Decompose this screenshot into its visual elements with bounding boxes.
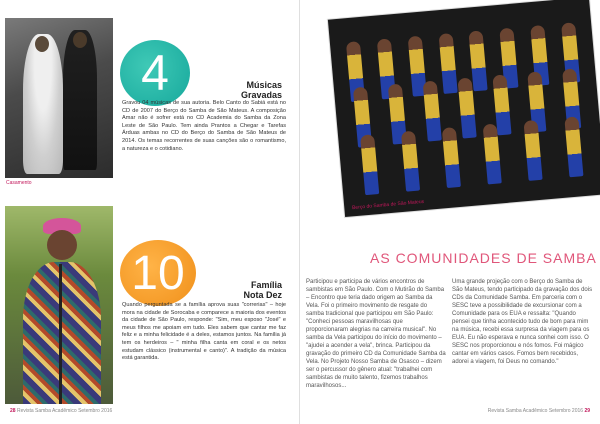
right-page	[300, 0, 600, 424]
singer-head	[47, 230, 77, 260]
article-column-1: Participou e participa de vários encontros de sambistas em São Paulo. Com o Mutirão do Samba – Encontro que teria dado origem ao Samba da Vela. Foi o primeiro movimento de resgate do samba tradicional que participou em São Paulo: "Conheci pessoas maravilhosas que proporcionaram alegrias na carreira musical". No samba da Vela participou do início do movimento – "ajudei a acender a vela", brinca. Participou da gravação do primeiro CD da Comunidade Samba da Vela. No Projeto Nosso Samba de Osasco – dizem ser o percussor do gênero atual: "trabalhei com sambistas de muito talento, fizemos trabalhos maravilhosos...	[306, 279, 446, 389]
heading-line-2: Gravadas	[240, 90, 282, 100]
bride-figure	[23, 34, 63, 174]
singer-dress	[23, 262, 101, 404]
article-column-2: Uma grande projeção com o Berço do Samba de São Mateus, tendo participado da gravação dos dois CDs da Comunidade Samba. Em parceria com o SESC teve a possibilidade de excursionar com a Comunidade para os EUA e ressalta: "Quando pensei que tinha acontecido tudo de bom para mim na música, recebi essa surpresa da viagem para os EUA. Eu não esperava e nunca sonhei com isso. O SESC nos proporcionou e nós fomos. Foi mágico cantar em vários casos. Fomos bem recebidos, adorei a viagem, foi Deus no comando."	[452, 279, 593, 365]
page-number: 29	[584, 408, 590, 414]
footer-text: Revista Samba Acadêmico Setembro 2016	[16, 408, 113, 414]
bride-face	[35, 36, 49, 52]
footer-text: Revista Samba Acadêmico Setembro 2016	[487, 408, 584, 414]
groom-face	[73, 32, 87, 48]
band-member	[482, 124, 501, 185]
band-member	[523, 120, 542, 181]
right-footer	[488, 408, 590, 414]
microphone-stand	[59, 264, 62, 404]
singer-photo	[5, 206, 113, 404]
band-member	[400, 131, 419, 192]
musicas-gravadas-heading	[196, 80, 282, 100]
band-member	[360, 134, 379, 195]
band-photo	[328, 0, 600, 217]
band-member	[441, 127, 460, 188]
section-title: AS COMUNIDADES DE SAMBA	[370, 250, 597, 266]
musicas-gravadas-body: Gravou 04 músicas de sua autoria. Belo Canto do Sabiá está no CD de 2007 do Berço do Samba de São Mateus. A composição Amar não é sofrer está no CD Academia do Samba da Zona Leste de São Paulo. Tem ainda Prantos a Chegar e Tarefas Árduas ambas no CD do Berço do Samba de São Mateus de 2014. Os temas recorrentes de suas canções são o romantismo, a natureza e o cotidiano.	[122, 100, 286, 152]
wedding-photo	[5, 18, 113, 178]
heading-line-1: Músicas	[246, 80, 282, 90]
page-number: 28	[10, 408, 16, 414]
familia-nota-dez-body: Quando perguntada se a família aprova suas "correrias" – hoje mora na cidade de Sorocaba e comparece a maioria dos eventos da cidade de São Paulo, responde: "Sim, meu esposo "José" e meus filhos me apoiam em tudo. Eles sabem que cantar me faz feliz e a minha felicidade é a deles, estamos juntos. Na família já tem os herdeiros – " minha filha canta em coral e os netos estudam clássico (instrumental e canto)". A tradição da música está garantida.	[122, 302, 286, 362]
heading-line-2: Nota Dez	[243, 290, 282, 300]
band-caption: Berço do Samba de São Mateus	[351, 198, 425, 212]
groom-figure	[63, 30, 97, 170]
wedding-caption: Casamento	[6, 180, 32, 186]
number-10-badge: 10	[120, 240, 196, 306]
left-footer	[10, 408, 112, 414]
band-member	[564, 116, 583, 177]
familia-nota-dez-heading	[196, 280, 282, 300]
heading-line-1: Família	[250, 280, 282, 290]
number-4-badge: 4	[120, 40, 190, 106]
